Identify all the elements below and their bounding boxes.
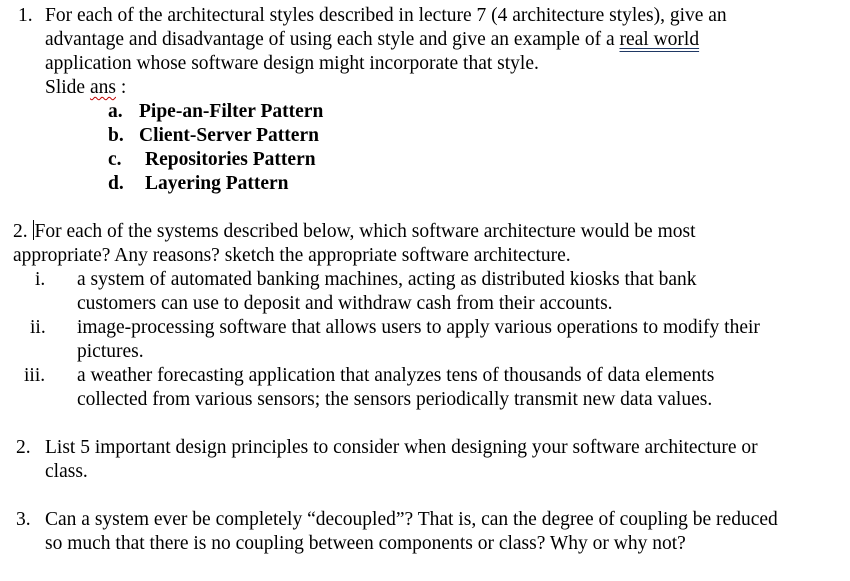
q2-item-ii-marker: ii. — [30, 317, 46, 338]
q2-line-1 — [13, 220, 696, 244]
q1-line-2 — [45, 28, 699, 52]
real-world-link[interactable]: real world — [619, 29, 700, 50]
pattern-marker-b: b. — [108, 125, 124, 146]
pattern-marker-d: d. — [108, 173, 124, 194]
pattern-label-repositories: Repositories Pattern — [145, 149, 316, 170]
q3-line-2: class. — [45, 461, 88, 482]
q3-line-1: List 5 important design principles to consider when designing your software architecture or — [45, 437, 758, 458]
q2-item-iii-marker: iii. — [24, 365, 46, 386]
pattern-label-client-server: Client-Server Pattern — [139, 125, 319, 146]
text-cursor — [33, 220, 34, 240]
q2-line-2: appropriate? Any reasons? sketch the appropriate software architecture. — [13, 245, 571, 266]
slide-answer-label: Slide ans : — [45, 77, 127, 98]
q3-number: 2. — [16, 437, 31, 458]
q2-item-ii-line-1: image-processing software that allows users to apply various operations to modify their — [77, 317, 760, 338]
q1-number: 1. — [18, 5, 33, 26]
q2-line-1-text: For each of the systems described below, which software architecture would be most — [34, 221, 696, 242]
q1-line-3: application whose software design might incorporate that style. — [45, 53, 539, 74]
pattern-label-pipe-filter: Pipe-an-Filter Pattern — [139, 101, 324, 122]
q2-number: 2. — [13, 221, 33, 242]
spellcheck-word-ans[interactable]: ans — [89, 77, 116, 98]
q4-line-2: so much that there is no coupling between components or class? Why or why not? — [45, 533, 686, 554]
q4-line-1: Can a system ever be completely “decoupled”? That is, can the degree of coupling be reduced — [45, 509, 778, 530]
pattern-marker-c: c. — [108, 149, 122, 170]
q2-item-ii-line-2: pictures. — [77, 341, 144, 362]
q1-line-2-text: advantage and disadvantage of using each style and give an example of a — [45, 29, 620, 50]
q1-line-1: For each of the architectural styles described in lecture 7 (4 architecture styles), give an — [45, 5, 727, 26]
pattern-label-layering: Layering Pattern — [145, 173, 289, 194]
q4-number: 3. — [16, 509, 31, 530]
q2-item-i-line-1: a system of automated banking machines, acting as distributed kiosks that bank — [77, 269, 697, 290]
q2-item-iii-line-2: collected from various sensors; the sensors periodically transmit new data values. — [77, 389, 713, 410]
q2-item-i-line-2: customers can use to deposit and withdraw cash from their accounts. — [77, 293, 613, 314]
q2-item-iii-line-1: a weather forecasting application that analyzes tens of thousands of data elements — [77, 365, 715, 386]
q2-item-i-marker: i. — [35, 269, 46, 290]
pattern-marker-a: a. — [108, 101, 123, 122]
